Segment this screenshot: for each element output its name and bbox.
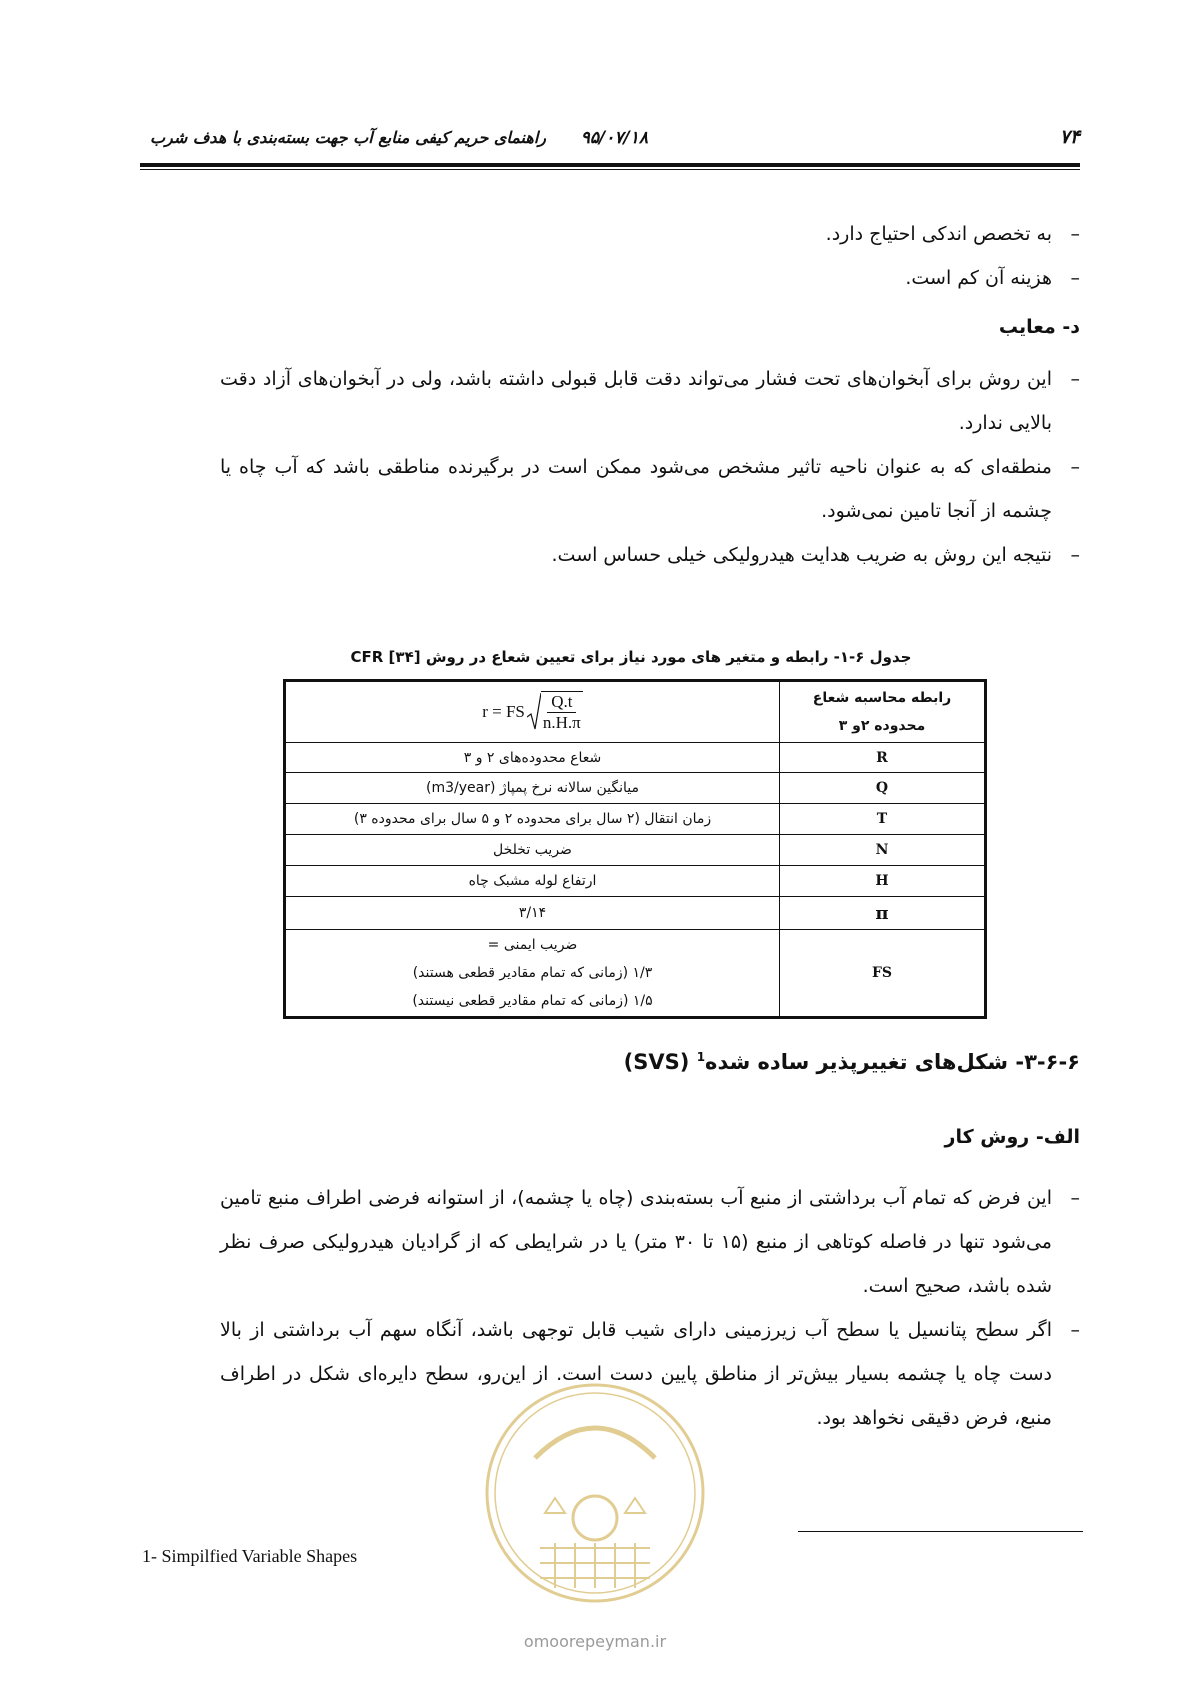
symbol-cell: H [780,866,986,897]
header-rule [140,163,1080,167]
table-row [285,681,986,743]
footnote-rule [798,1531,1083,1532]
description-cell: ارتفاع لوله مشبک چاه [285,866,780,897]
description-cell: زمان انتقال (۲ سال برای محدوده ۲ و ۵ سال برای محدوده ۳) [285,804,780,835]
table-row [285,866,986,897]
formula-numerator: Q.t [547,692,576,713]
list-item: – این فرض که تمام آب برداشتی از منبع آب بسته‌بندی (چاه یا چشمه)، از استوانه فرضی اطراف منبع تامین می‌شود تنها در فاصله کوتاهی از منبع (۱۵ تا ۳۰ متر) یا در شرایطی که از گرادیان هیدرولیکی صرف نظر شده باشد، صحیح است. [220,1187,1080,1297]
description-cell: شعاع محدوده‌های ۲ و ۳ [285,743,780,773]
description-cell: ضریب ایمنی = ۱/۳ (زمانی که تمام مقادیر قطعی هستند) ۱/۵ (زمانی که تمام مقادیر قطعی نیستند) [285,930,780,1018]
header-title: راهنمای حریم کیفی منابع آب جهت بسته‌بندی با هدف شرب [149,128,546,147]
page-header [140,126,1080,154]
list-item: – هزینه آن کم است. [905,267,1080,289]
list-item: – نتیجه این روش به ضریب هدایت هیدرولیکی خیلی حساس است. [551,544,1080,566]
watermark-url: omoorepeyman.ir [523,1632,667,1651]
table-row [285,897,986,930]
description-cell: ۳/۱۴ [285,897,780,930]
footnote: 1- Simpilfied Variable Shapes [142,1546,358,1566]
list-item: – این روش برای آبخوان‌های تحت فشار می‌تواند دقت قابل قبولی داشته باشد، ولی در آبخوان‌های آزاد دقت بالایی ندارد. [220,368,1080,434]
table-header-cell: رابطه محاسبه شعاع محدوده ۲و ۳ [780,681,986,743]
list-item: – منطقه‌ای که به عنوان ناحیه تاثیر مشخص می‌شود ممکن است در برگیرنده مناطقی باشد که آب چاه یا چشمه از آنجا تامین نمی‌شود. [220,456,1080,522]
header-date: ۹۵/۰۷/۱۸ [580,128,648,148]
disadvantages-list [220,357,1080,577]
list-item: – اگر سطح پتانسیل یا سطح آب زیرزمینی دارای شیب قابل توجهی باشد، آنگاه سهم آب برداشتی از بالا دست چاه یا چشمه بسیار بیش‌تر از مناطق پایین دست است. از این‌رو، سطح دایره‌ای شکل در اطراف منبع، فرض دقیقی نخواهد بود. [220,1319,1080,1429]
section-heading: ۳-۶-۶- شکل‌های تغییرپذیر ساده شده$^1$ (SVS) [623,1050,1080,1074]
table-caption: جدول ۶-۱- رابطه و متغیر های مورد نیاز برای تعیین شعاع در روش CFR [۳۴] [350,648,912,666]
cfr-formula: r = FS $\frac{Q.t}{n.H.\pi}$ [482,692,581,732]
table-row [285,930,986,1018]
symbol-cell: R [780,743,986,773]
formula-denominator: n.H.π [542,713,581,732]
table-row [285,835,986,866]
table-row [285,804,986,835]
page-number: ۷۴ [1059,126,1080,148]
list-item: – به تخصص اندکی احتیاج دارد. [825,223,1080,245]
header-rule-thin [140,169,1080,170]
description-cell: ضریب تخلخل [285,835,780,866]
symbol-cell: N [780,835,986,866]
watermark-logo-icon [480,1378,710,1608]
table-row [285,773,986,804]
table-row [285,743,986,773]
symbol-cell: T [780,804,986,835]
disadvantages-heading: د- معایب [998,316,1080,338]
cfr-table [283,679,987,1019]
formula-cell [285,681,780,743]
symbol-cell: Q [780,773,986,804]
advantages-list [220,212,1080,300]
sqrt-icon [527,693,541,731]
symbol-cell: π [780,897,986,930]
method-subheading: الف- روش کار [944,1126,1080,1148]
description-cell: میانگین سالانه نرخ پمپاژ (m3/year) [285,773,780,804]
symbol-cell: FS [780,930,986,1018]
